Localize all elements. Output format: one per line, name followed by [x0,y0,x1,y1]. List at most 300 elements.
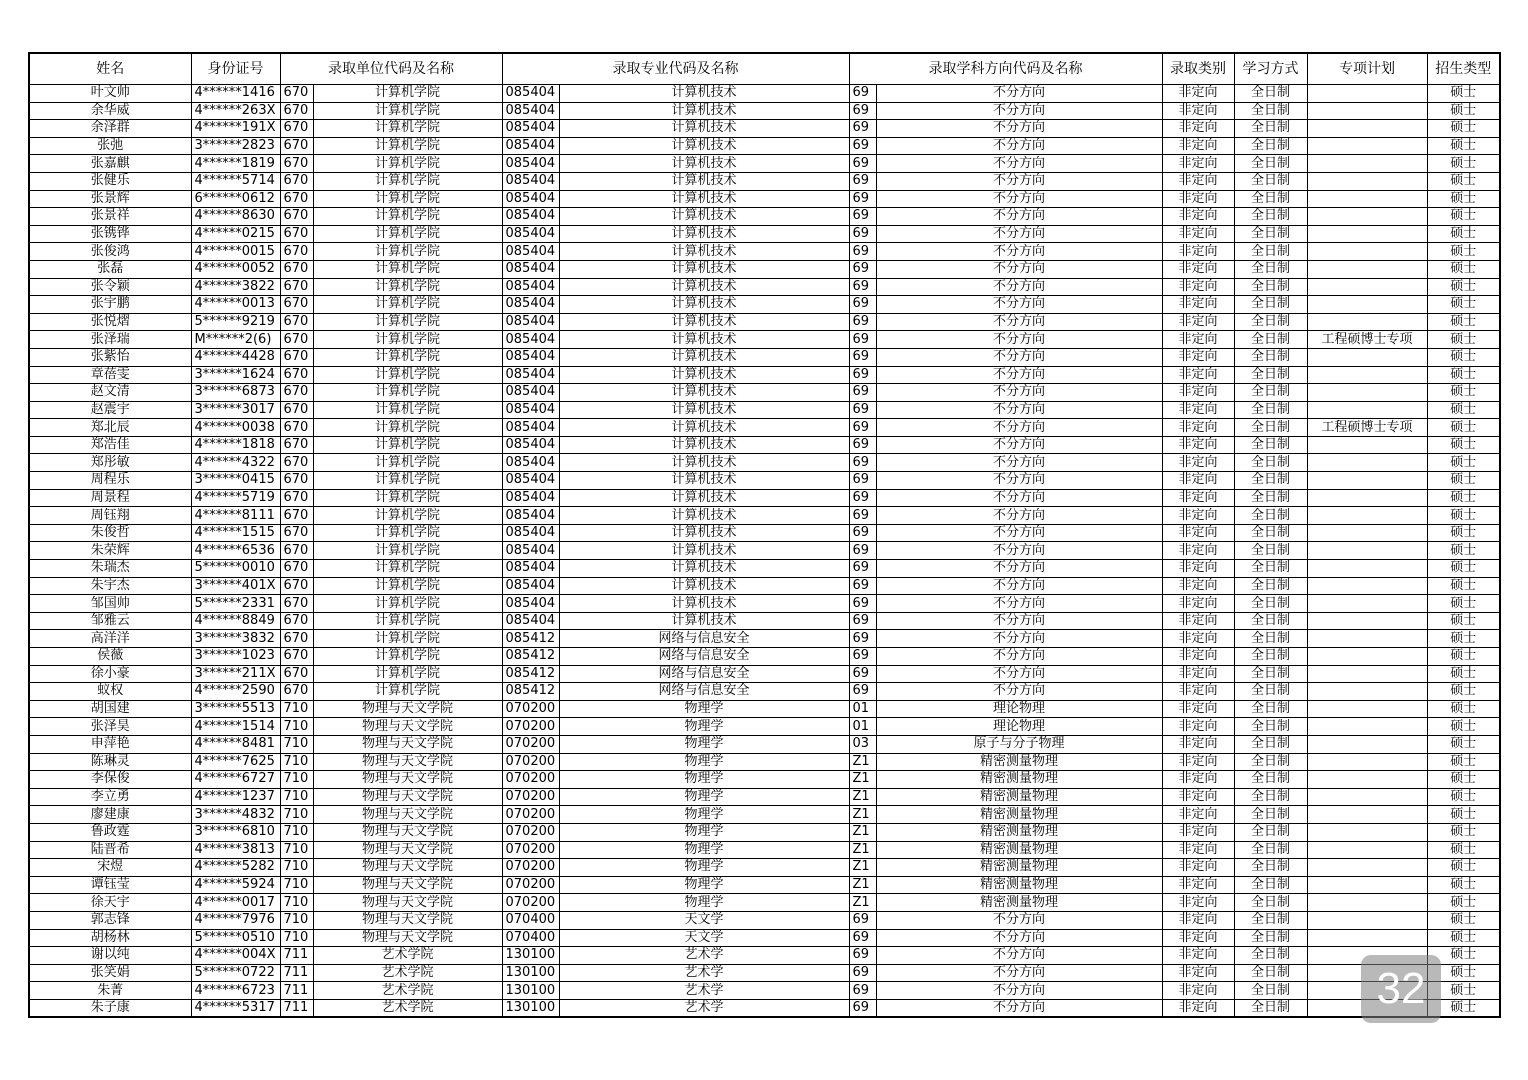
cell-major-name: 网络与信息安全 [559,630,849,648]
cell-type: 硕士 [1427,947,1500,965]
cell-name: 张景辉 [29,190,191,208]
cell-direction-code: 69 [849,648,876,666]
cell-mode: 全日制 [1234,120,1307,138]
cell-unit-code: 710 [280,753,313,771]
cell-mode: 全日制 [1234,683,1307,701]
cell-major-name: 计算机技术 [559,102,849,120]
cell-id: 4******0013 [191,296,280,314]
cell-direction-name: 不分方向 [876,401,1162,419]
cell-type: 硕士 [1427,876,1500,894]
table-body [29,85,1500,1018]
cell-name: 张弛 [29,137,191,155]
cell-major-name: 计算机技术 [559,384,849,402]
cell-type: 硕士 [1427,331,1500,349]
cell-major-name: 物理学 [559,788,849,806]
cell-type: 硕士 [1427,436,1500,454]
cell-direction-code: 69 [849,419,876,437]
cell-major-code: 085404 [502,577,559,595]
cell-major-code: 085404 [502,454,559,472]
cell-category: 非定向 [1162,85,1234,103]
cell-major-code: 070200 [502,859,559,877]
cell-unit-code: 670 [280,85,313,103]
cell-name: 李立勇 [29,788,191,806]
cell-unit-code: 670 [280,172,313,190]
cell-major-code: 070200 [502,700,559,718]
cell-direction-name: 精密测量物理 [876,823,1162,841]
table-row [29,489,1500,507]
cell-unit-name: 计算机学院 [313,507,502,525]
cell-name: 宋煜 [29,859,191,877]
cell-special [1307,735,1427,753]
cell-category: 非定向 [1162,384,1234,402]
cell-special [1307,718,1427,736]
cell-mode: 全日制 [1234,735,1307,753]
cell-unit-code: 670 [280,507,313,525]
cell-category: 非定向 [1162,225,1234,243]
cell-category: 非定向 [1162,823,1234,841]
cell-type: 硕士 [1427,419,1500,437]
cell-direction-code: 69 [849,278,876,296]
cell-direction-code: 69 [849,665,876,683]
cell-name: 陆晋希 [29,841,191,859]
cell-major-name: 计算机技术 [559,401,849,419]
cell-id: 3******211X [191,665,280,683]
cell-id: 4******6536 [191,542,280,560]
cell-type: 硕士 [1427,718,1500,736]
cell-unit-code: 670 [280,648,313,666]
cell-major-code: 085404 [502,542,559,560]
cell-unit-name: 计算机学院 [313,155,502,173]
cell-name: 廖建康 [29,806,191,824]
cell-direction-name: 不分方向 [876,313,1162,331]
cell-special [1307,577,1427,595]
cell-mode: 全日制 [1234,348,1307,366]
cell-category: 非定向 [1162,859,1234,877]
table-row [29,507,1500,525]
cell-unit-code: 710 [280,735,313,753]
cell-direction-name: 不分方向 [876,507,1162,525]
cell-special [1307,841,1427,859]
cell-unit-code: 710 [280,841,313,859]
cell-special [1307,296,1427,314]
cell-mode: 全日制 [1234,999,1307,1017]
cell-unit-code: 711 [280,999,313,1017]
cell-category: 非定向 [1162,524,1234,542]
cell-type: 硕士 [1427,243,1500,261]
cell-major-name: 计算机技术 [559,560,849,578]
cell-type: 硕士 [1427,454,1500,472]
cell-unit-code: 670 [280,348,313,366]
cell-unit-name: 计算机学院 [313,401,502,419]
cell-direction-name: 不分方向 [876,595,1162,613]
cell-special: 工程硕博士专项 [1307,331,1427,349]
cell-id: 4******0015 [191,243,280,261]
cell-direction-code: Z1 [849,894,876,912]
cell-type: 硕士 [1427,313,1500,331]
cell-type: 硕士 [1427,120,1500,138]
cell-id: 4******6727 [191,771,280,789]
cell-direction-name: 不分方向 [876,120,1162,138]
cell-type: 硕士 [1427,859,1500,877]
cell-type: 硕士 [1427,155,1500,173]
cell-unit-code: 670 [280,366,313,384]
cell-mode: 全日制 [1234,401,1307,419]
cell-special [1307,384,1427,402]
cell-unit-name: 计算机学院 [313,524,502,542]
cell-direction-name: 不分方向 [876,366,1162,384]
cell-major-code: 085404 [502,190,559,208]
cell-major-code: 085404 [502,612,559,630]
cell-major-code: 070200 [502,771,559,789]
header-type: 招生类型 [1427,53,1500,85]
cell-unit-code: 670 [280,472,313,490]
cell-major-code: 085404 [502,278,559,296]
cell-id: 4******0038 [191,419,280,437]
cell-type: 硕士 [1427,260,1500,278]
cell-special [1307,560,1427,578]
cell-major-name: 网络与信息安全 [559,683,849,701]
cell-unit-code: 711 [280,964,313,982]
cell-mode: 全日制 [1234,876,1307,894]
cell-unit-code: 670 [280,612,313,630]
cell-direction-name: 理论物理 [876,700,1162,718]
cell-unit-name: 计算机学院 [313,577,502,595]
cell-id: 4******3822 [191,278,280,296]
header-mode: 学习方式 [1234,53,1307,85]
cell-unit-name: 物理与天文学院 [313,823,502,841]
table-row [29,472,1500,490]
cell-direction-name: 不分方向 [876,999,1162,1017]
cell-major-name: 计算机技术 [559,489,849,507]
cell-unit-code: 670 [280,225,313,243]
cell-major-name: 计算机技术 [559,225,849,243]
cell-special [1307,489,1427,507]
cell-special [1307,876,1427,894]
cell-category: 非定向 [1162,542,1234,560]
cell-major-code: 070200 [502,788,559,806]
table-row [29,190,1500,208]
cell-direction-code: 69 [849,489,876,507]
cell-major-code: 085404 [502,595,559,613]
cell-unit-code: 670 [280,560,313,578]
cell-name: 周景程 [29,489,191,507]
cell-direction-code: 69 [849,947,876,965]
cell-type: 硕士 [1427,190,1500,208]
table-row [29,560,1500,578]
cell-name: 谭钰莹 [29,876,191,894]
cell-direction-code: 69 [849,208,876,226]
cell-major-name: 计算机技术 [559,419,849,437]
table-row [29,243,1500,261]
cell-type: 硕士 [1427,788,1500,806]
cell-type: 硕士 [1427,823,1500,841]
cell-unit-code: 670 [280,243,313,261]
cell-name: 徐天宇 [29,894,191,912]
table-row [29,419,1500,437]
cell-major-code: 070200 [502,823,559,841]
cell-unit-name: 计算机学院 [313,331,502,349]
cell-direction-code: Z1 [849,788,876,806]
cell-major-code: 085404 [502,155,559,173]
cell-major-name: 计算机技术 [559,612,849,630]
cell-id: 4******1515 [191,524,280,542]
cell-unit-name: 计算机学院 [313,612,502,630]
cell-special [1307,823,1427,841]
cell-unit-name: 计算机学院 [313,85,502,103]
cell-name: 张俊鸿 [29,243,191,261]
cell-mode: 全日制 [1234,964,1307,982]
cell-id: 4******8111 [191,507,280,525]
cell-special [1307,278,1427,296]
cell-unit-name: 物理与天文学院 [313,735,502,753]
cell-id: 3******3832 [191,630,280,648]
cell-unit-code: 710 [280,771,313,789]
table-row [29,348,1500,366]
cell-unit-name: 物理与天文学院 [313,788,502,806]
table-row [29,595,1500,613]
cell-unit-code: 670 [280,278,313,296]
cell-unit-name: 计算机学院 [313,102,502,120]
cell-direction-name: 不分方向 [876,964,1162,982]
cell-unit-name: 艺术学院 [313,964,502,982]
cell-mode: 全日制 [1234,771,1307,789]
cell-unit-code: 670 [280,155,313,173]
cell-major-name: 计算机技术 [559,507,849,525]
cell-direction-code: 69 [849,137,876,155]
cell-id: 3******1023 [191,648,280,666]
table-row [29,999,1500,1017]
cell-mode: 全日制 [1234,894,1307,912]
cell-direction-code: 69 [849,964,876,982]
cell-mode: 全日制 [1234,472,1307,490]
table-row [29,947,1500,965]
cell-major-name: 计算机技术 [559,243,849,261]
table-row [29,577,1500,595]
cell-direction-code: 69 [849,472,876,490]
cell-name: 张令颖 [29,278,191,296]
cell-category: 非定向 [1162,436,1234,454]
cell-major-code: 085404 [502,102,559,120]
cell-unit-code: 710 [280,894,313,912]
cell-major-name: 物理学 [559,753,849,771]
cell-name: 赵震宇 [29,401,191,419]
cell-category: 非定向 [1162,577,1234,595]
cell-special [1307,612,1427,630]
cell-category: 非定向 [1162,735,1234,753]
cell-major-name: 计算机技术 [559,278,849,296]
cell-name: 叶文帅 [29,85,191,103]
cell-name: 胡国建 [29,700,191,718]
cell-type: 硕士 [1427,384,1500,402]
cell-mode: 全日制 [1234,436,1307,454]
cell-unit-code: 710 [280,806,313,824]
cell-category: 非定向 [1162,489,1234,507]
cell-major-name: 物理学 [559,806,849,824]
cell-direction-name: 不分方向 [876,155,1162,173]
cell-category: 非定向 [1162,700,1234,718]
cell-id: 4******6723 [191,982,280,1000]
cell-id: 5******0722 [191,964,280,982]
cell-unit-name: 计算机学院 [313,472,502,490]
cell-unit-name: 物理与天文学院 [313,894,502,912]
cell-unit-name: 物理与天文学院 [313,771,502,789]
cell-category: 非定向 [1162,982,1234,1000]
cell-name: 谢以纯 [29,947,191,965]
cell-category: 非定向 [1162,348,1234,366]
table-row [29,313,1500,331]
cell-major-code: 070400 [502,929,559,947]
cell-mode: 全日制 [1234,542,1307,560]
cell-special [1307,700,1427,718]
cell-special [1307,454,1427,472]
cell-id: 4******5714 [191,172,280,190]
cell-special [1307,665,1427,683]
cell-id: 4******5317 [191,999,280,1017]
cell-type: 硕士 [1427,929,1500,947]
cell-special [1307,260,1427,278]
cell-direction-name: 不分方向 [876,331,1162,349]
cell-major-name: 物理学 [559,700,849,718]
table-row [29,982,1500,1000]
cell-major-code: 070200 [502,718,559,736]
cell-name: 周程乐 [29,472,191,490]
cell-direction-code: 69 [849,85,876,103]
cell-special [1307,648,1427,666]
cell-special [1307,753,1427,771]
cell-major-code: 085404 [502,419,559,437]
table-row [29,630,1500,648]
cell-category: 非定向 [1162,648,1234,666]
cell-direction-code: 69 [849,348,876,366]
cell-direction-code: 69 [849,331,876,349]
cell-unit-code: 670 [280,454,313,472]
cell-type: 硕士 [1427,507,1500,525]
cell-direction-name: 不分方向 [876,278,1162,296]
cell-special [1307,102,1427,120]
cell-unit-name: 计算机学院 [313,489,502,507]
table-row [29,876,1500,894]
cell-unit-code: 670 [280,542,313,560]
cell-unit-code: 670 [280,384,313,402]
cell-special [1307,771,1427,789]
cell-major-name: 计算机技术 [559,524,849,542]
cell-mode: 全日制 [1234,665,1307,683]
cell-direction-name: 不分方向 [876,172,1162,190]
table-row [29,700,1500,718]
cell-direction-code: 03 [849,735,876,753]
cell-direction-name: 不分方向 [876,630,1162,648]
cell-direction-name: 不分方向 [876,296,1162,314]
cell-direction-name: 不分方向 [876,560,1162,578]
cell-unit-name: 计算机学院 [313,243,502,261]
cell-major-code: 085404 [502,401,559,419]
cell-major-name: 艺术学 [559,982,849,1000]
cell-unit-name: 计算机学院 [313,208,502,226]
cell-major-name: 计算机技术 [559,208,849,226]
cell-major-name: 计算机技术 [559,137,849,155]
cell-direction-name: 不分方向 [876,419,1162,437]
cell-major-name: 物理学 [559,771,849,789]
cell-direction-code: 69 [849,577,876,595]
cell-name: 周钰翔 [29,507,191,525]
cell-name: 章蓓雯 [29,366,191,384]
cell-unit-name: 计算机学院 [313,278,502,296]
cell-major-name: 网络与信息安全 [559,648,849,666]
cell-major-name: 计算机技术 [559,85,849,103]
cell-direction-name: 不分方向 [876,982,1162,1000]
cell-major-name: 计算机技术 [559,454,849,472]
cell-id: 4******0215 [191,225,280,243]
table-row [29,524,1500,542]
cell-direction-name: 精密测量物理 [876,859,1162,877]
cell-type: 硕士 [1427,964,1500,982]
cell-mode: 全日制 [1234,982,1307,1000]
cell-major-name: 艺术学 [559,964,849,982]
cell-direction-name: 精密测量物理 [876,876,1162,894]
cell-major-code: 085404 [502,436,559,454]
cell-direction-name: 不分方向 [876,243,1162,261]
cell-direction-name: 精密测量物理 [876,841,1162,859]
cell-major-name: 计算机技术 [559,577,849,595]
cell-major-code: 085404 [502,296,559,314]
cell-category: 非定向 [1162,841,1234,859]
cell-mode: 全日制 [1234,419,1307,437]
cell-category: 非定向 [1162,595,1234,613]
table-row [29,753,1500,771]
cell-name: 张嘉麒 [29,155,191,173]
cell-category: 非定向 [1162,718,1234,736]
cell-unit-name: 物理与天文学院 [313,876,502,894]
cell-type: 硕士 [1427,999,1500,1017]
cell-direction-name: 不分方向 [876,524,1162,542]
cell-unit-name: 计算机学院 [313,595,502,613]
cell-name: 申萍艳 [29,735,191,753]
cell-id: 3******5513 [191,700,280,718]
cell-category: 非定向 [1162,894,1234,912]
cell-major-name: 计算机技术 [559,190,849,208]
cell-unit-name: 物理与天文学院 [313,700,502,718]
cell-special [1307,120,1427,138]
cell-major-name: 计算机技术 [559,595,849,613]
cell-direction-name: 精密测量物理 [876,788,1162,806]
cell-unit-name: 计算机学院 [313,348,502,366]
cell-major-code: 070200 [502,753,559,771]
cell-name: 张磊 [29,260,191,278]
cell-name: 李保俊 [29,771,191,789]
cell-direction-code: 69 [849,296,876,314]
cell-direction-name: 不分方向 [876,648,1162,666]
cell-mode: 全日制 [1234,208,1307,226]
cell-unit-code: 670 [280,102,313,120]
cell-name: 邹国帅 [29,595,191,613]
cell-direction-name: 不分方向 [876,454,1162,472]
cell-name: 赵文清 [29,384,191,402]
cell-id: 4******0017 [191,894,280,912]
cell-major-name: 物理学 [559,735,849,753]
cell-direction-code: 69 [849,313,876,331]
table-row [29,120,1500,138]
cell-major-code: 070400 [502,911,559,929]
cell-name: 张镌铧 [29,225,191,243]
cell-name: 张健乐 [29,172,191,190]
cell-mode: 全日制 [1234,507,1307,525]
cell-major-code: 085404 [502,172,559,190]
table-row [29,208,1500,226]
cell-unit-code: 670 [280,260,313,278]
cell-direction-name: 不分方向 [876,102,1162,120]
cell-id: M******2(6) [191,331,280,349]
cell-major-name: 物理学 [559,894,849,912]
